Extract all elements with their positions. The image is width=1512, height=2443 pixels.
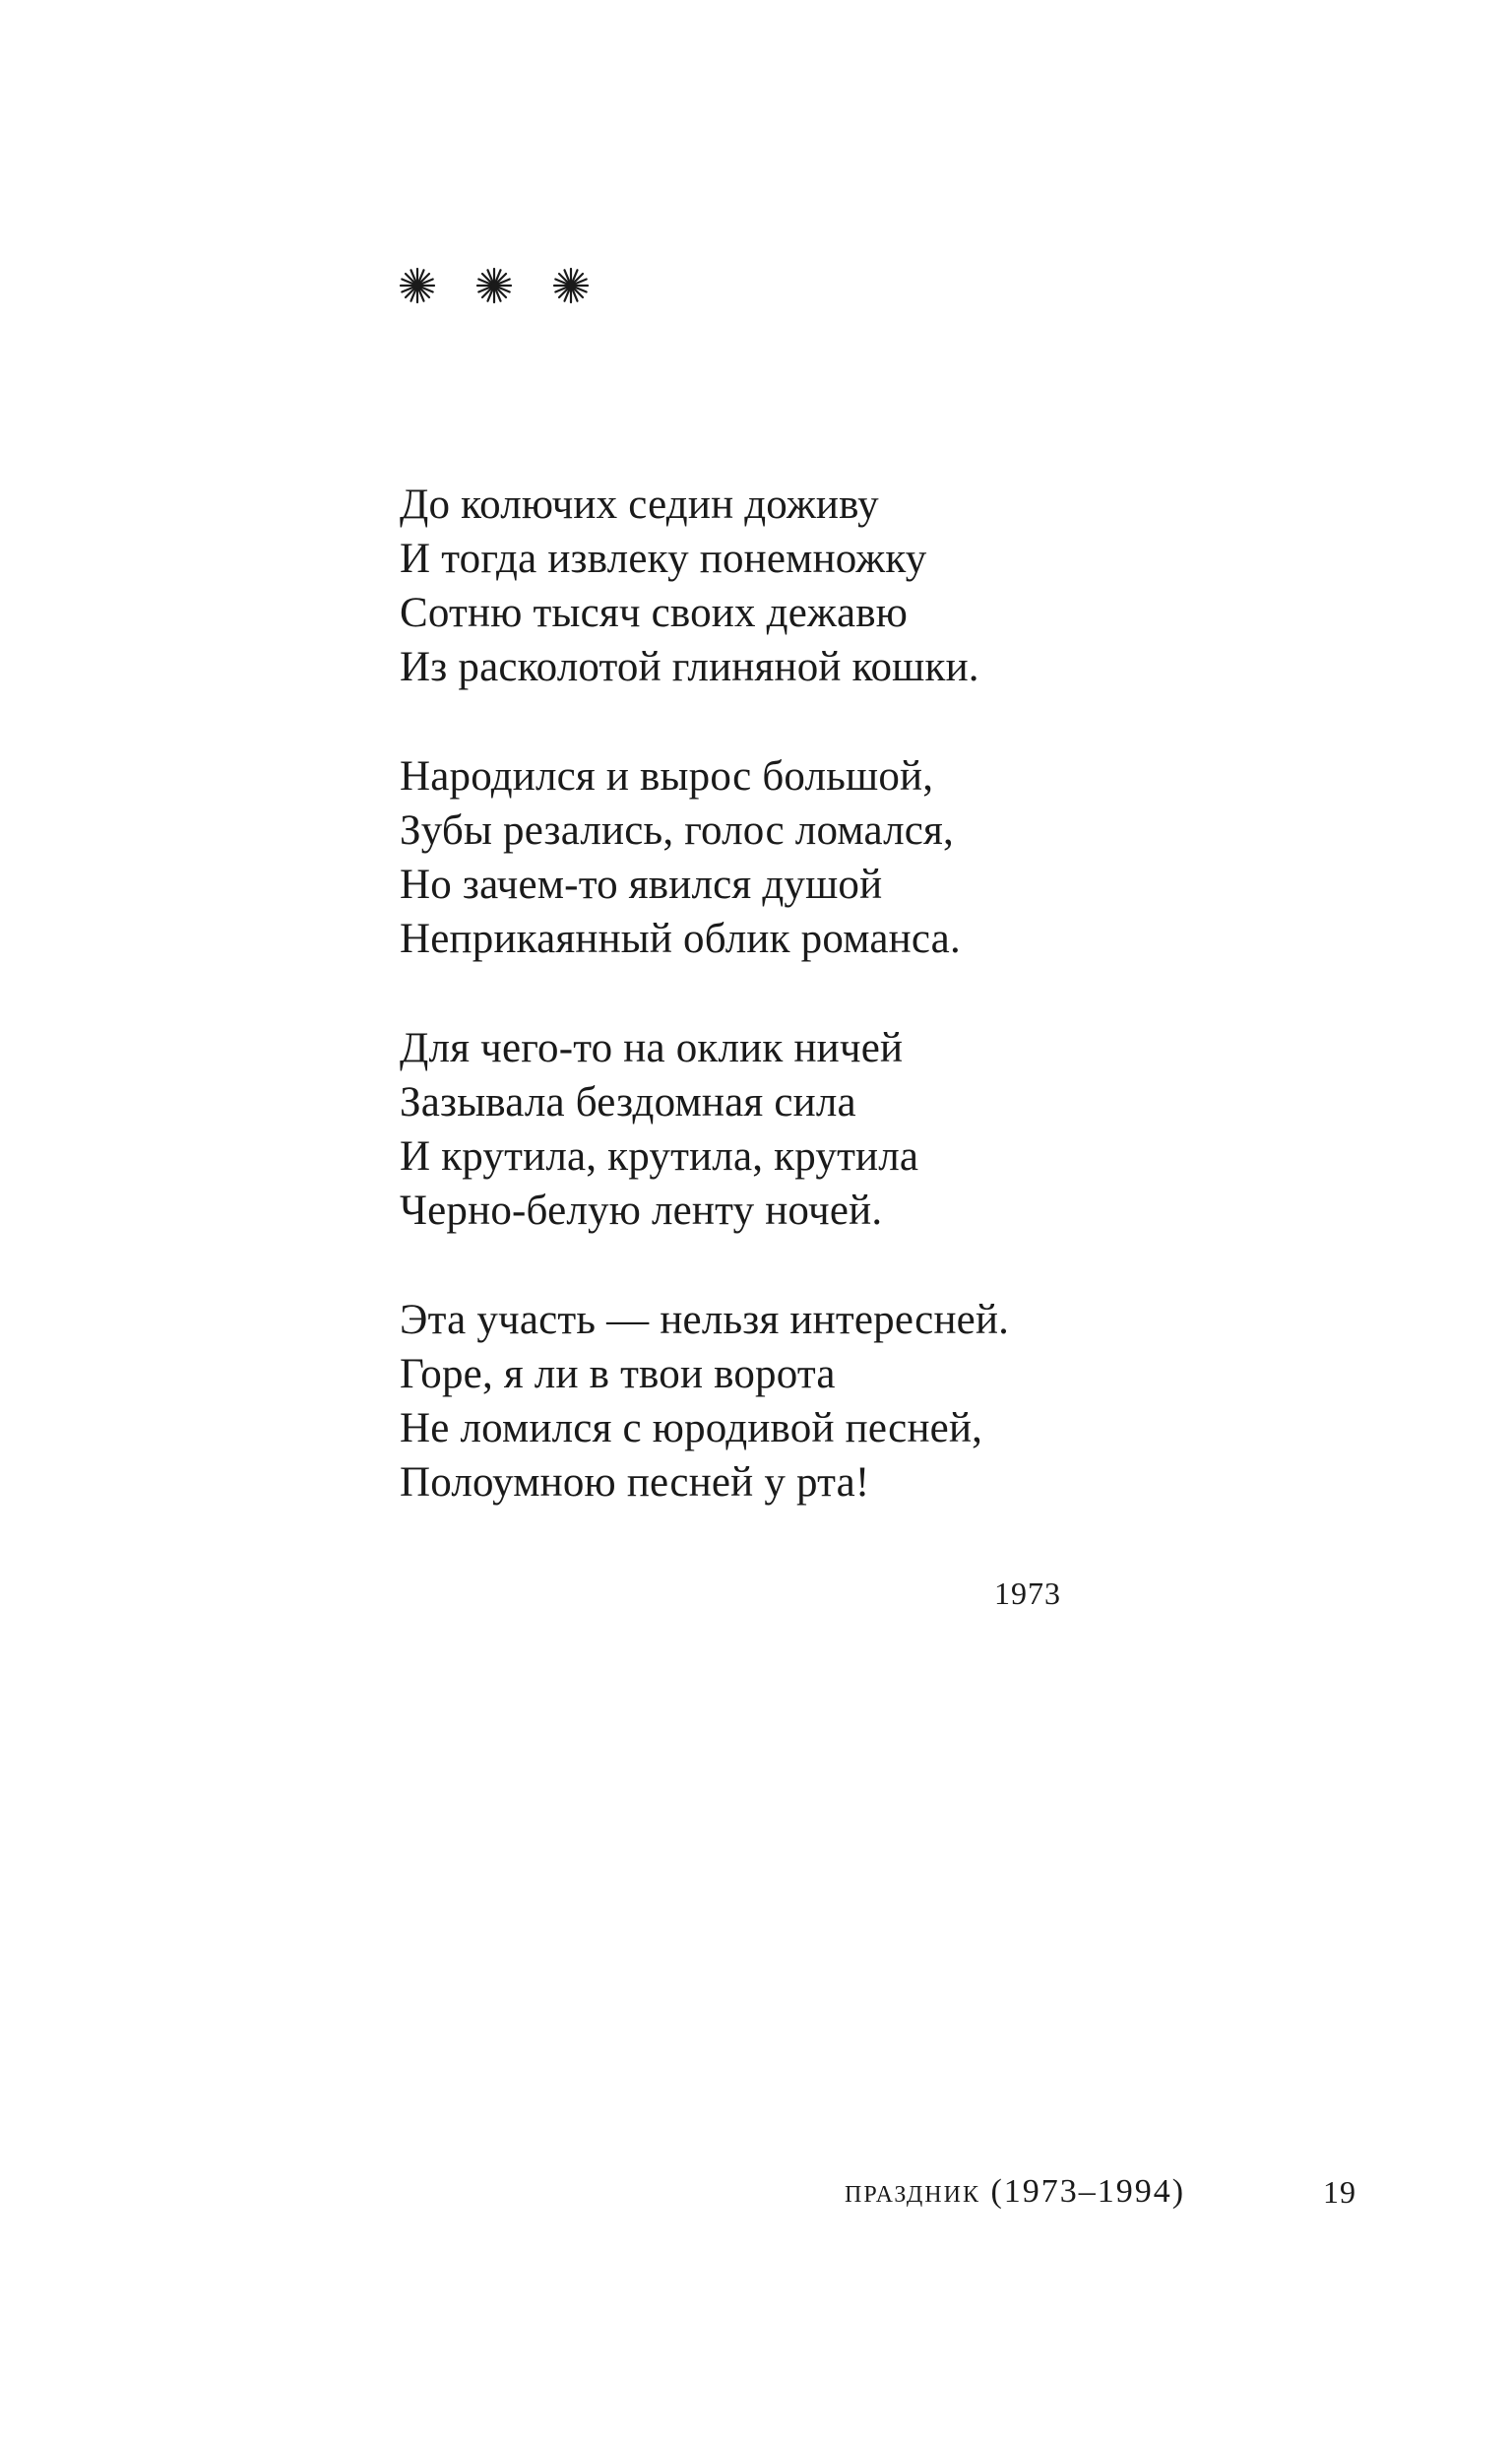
poem-line: Народился и вырос большой, [400, 753, 934, 800]
asterism-star-icon [398, 266, 437, 305]
poem-line: Черно-белую ленту ночей. [400, 1188, 883, 1234]
poem-line: Неприкаянный облик романса. [400, 916, 961, 962]
poem-line: До колючих седин доживу [400, 482, 879, 528]
poem-line: Горе, я ли в твои ворота [400, 1351, 836, 1397]
poem-line: Не ломился с юродивой песней, [400, 1405, 983, 1451]
stanza [400, 1021, 1187, 1238]
poem-line: Сотню тысяч своих дежавю [400, 590, 909, 636]
running-head: праздник (1973–1994) [845, 2173, 1186, 2210]
poem-line: Но зачем-то явился душой [400, 862, 883, 908]
poem-line: Для чего-то на оклик ничей [400, 1025, 904, 1071]
poem-line: И тогда извлеку понемножку [400, 536, 927, 582]
asterism-star-icon [551, 266, 591, 305]
stanza [400, 749, 1187, 966]
poem-line: И крутила, крутила, крутила [400, 1133, 919, 1180]
poem-line: Полоумною песней у рта! [400, 1459, 870, 1506]
poem-line: Зазывала бездомная сила [400, 1079, 856, 1125]
section-ornament [398, 264, 591, 307]
poem-body [400, 478, 1187, 1510]
poem-line: Из расколотой глиняной кошки. [400, 644, 979, 690]
poem-line: Зубы резались, голос ломался, [400, 807, 954, 854]
stanza [400, 1293, 1187, 1510]
asterism-star-icon [474, 266, 514, 305]
page-number: 19 [1323, 2174, 1356, 2210]
poem-line: Эта участь — нельзя интересней. [400, 1297, 1010, 1343]
poem-date: 1973 [994, 1575, 1061, 1611]
stanza [400, 478, 1187, 694]
